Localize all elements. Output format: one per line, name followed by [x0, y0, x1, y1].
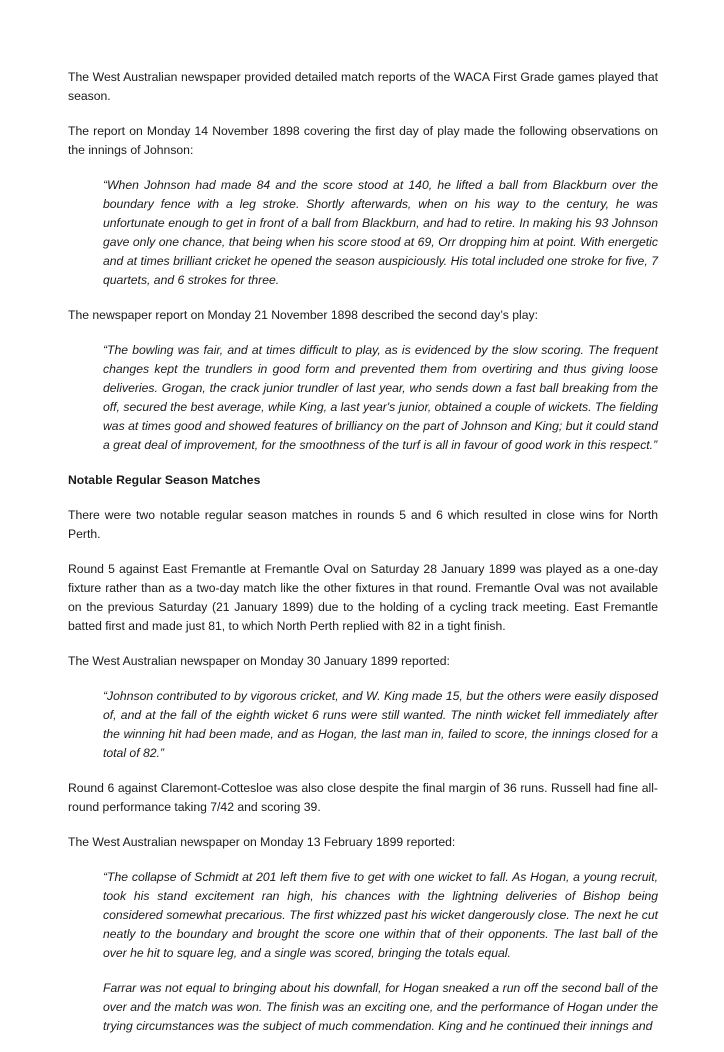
- round-6-paragraph: Round 6 against Claremont-Cottesloe was also close despite the final margin of 36 runs. Russell had fine all-round performance taking 7/42 and scoring 39.: [68, 781, 658, 814]
- round-5-paragraph: Round 5 against East Fremantle at Fremantle Oval on Saturday 28 January 1899 was played as a one-day fixture rather than as a two-day match like the other fixtures in that round. Fremantle Oval was not available on the previous Saturday (21 January 1899) due to the holding of a cycling track meeting. East Fremantle batted first and made just 81, to which North Perth replied with 82 in a tight finish.: [68, 562, 658, 633]
- johnson-innings-quote: “When Johnson had made 84 and the score stood at 140, he lifted a ball from Blackburn over the boundary fence with a leg stroke. Shortly afterwards, when on his way to the century, he was unfortunate enough to get in front of a ball from Blackburn, and had to retire. In making his 93 Johnson gave only one chance, that being when his score stood at 69, Orr dropping him at point. With energetic and at times brilliant cricket he opened the season auspiciously. His total included one stroke for five, 7 quartets, and 6 strokes for three.: [103, 178, 658, 287]
- second-day-paragraph: The newspaper report on Monday 21 November 1898 described the second day’s play:: [68, 308, 538, 322]
- document-page: [68, 68, 658, 1052]
- round-5-quote: “Johnson contributed to by vigorous cricket, and W. King made 15, but the others were easily disposed of, and at the fall of the eighth wicket 6 runs were still wanted. The ninth wicket fell immediately after the winning hit had been made, and as Hogan, the last man in, failed to score, the innings closed for a total of 82.”: [103, 689, 658, 760]
- intro-paragraph: The West Australian newspaper provided detailed match reports of the WACA First Grade games played that season.: [68, 70, 658, 103]
- round-5-report-intro: The West Australian newspaper on Monday 30 January 1899 reported:: [68, 654, 450, 668]
- round-6-quote-part-2: Farrar was not equal to bringing about his downfall, for Hogan sneaked a run off the second ball of the over and the match was won. The finish was an exciting one, and the performance of Hogan under the trying circumstances was the subject of much commendation. King and he continued their innings and: [103, 981, 658, 1033]
- bowling-quote: “The bowling was fair, and at times difficult to play, as is evidenced by the slow scoring. The frequent changes kept the trundlers in good form and prevented them from overtiring and thus giving loose deliveries. Grogan, the crack junior trundler of last year, who sends down a fast ball breaking from the off, secured the best average, while King, a last year's junior, obtained a couple of wickets. The fielding was at times good and showed features of brilliancy on the part of Johnson and King; but it could stand a great deal of improvement, for the smoothness of the turf is all in favour of good work in this respect.”: [103, 343, 658, 452]
- round-6-quote-part-1: “The collapse of Schmidt at 201 left them five to get with one wicket to fall. As Hogan, a young recruit, took his stand excitement ran high, his chances with the lightning deliveries of Bishop being considered somewhat precarious. The first whizzed past his wicket dangerously close. The next he cut neatly to the boundary and brought the score one within that of their opponents. The last ball of the over he hit to square leg, and a single was scored, bringing the totals equal.: [103, 870, 658, 960]
- round-6-report-intro: The West Australian newspaper on Monday 13 February 1899 reported:: [68, 835, 456, 849]
- report-intro-paragraph: The report on Monday 14 November 1898 covering the first day of play made the following observations on the innings of Johnson:: [68, 124, 658, 157]
- section-heading: Notable Regular Season Matches: [68, 473, 261, 487]
- notable-matches-paragraph: There were two notable regular season matches in rounds 5 and 6 which resulted in close wins for North Perth.: [68, 508, 658, 541]
